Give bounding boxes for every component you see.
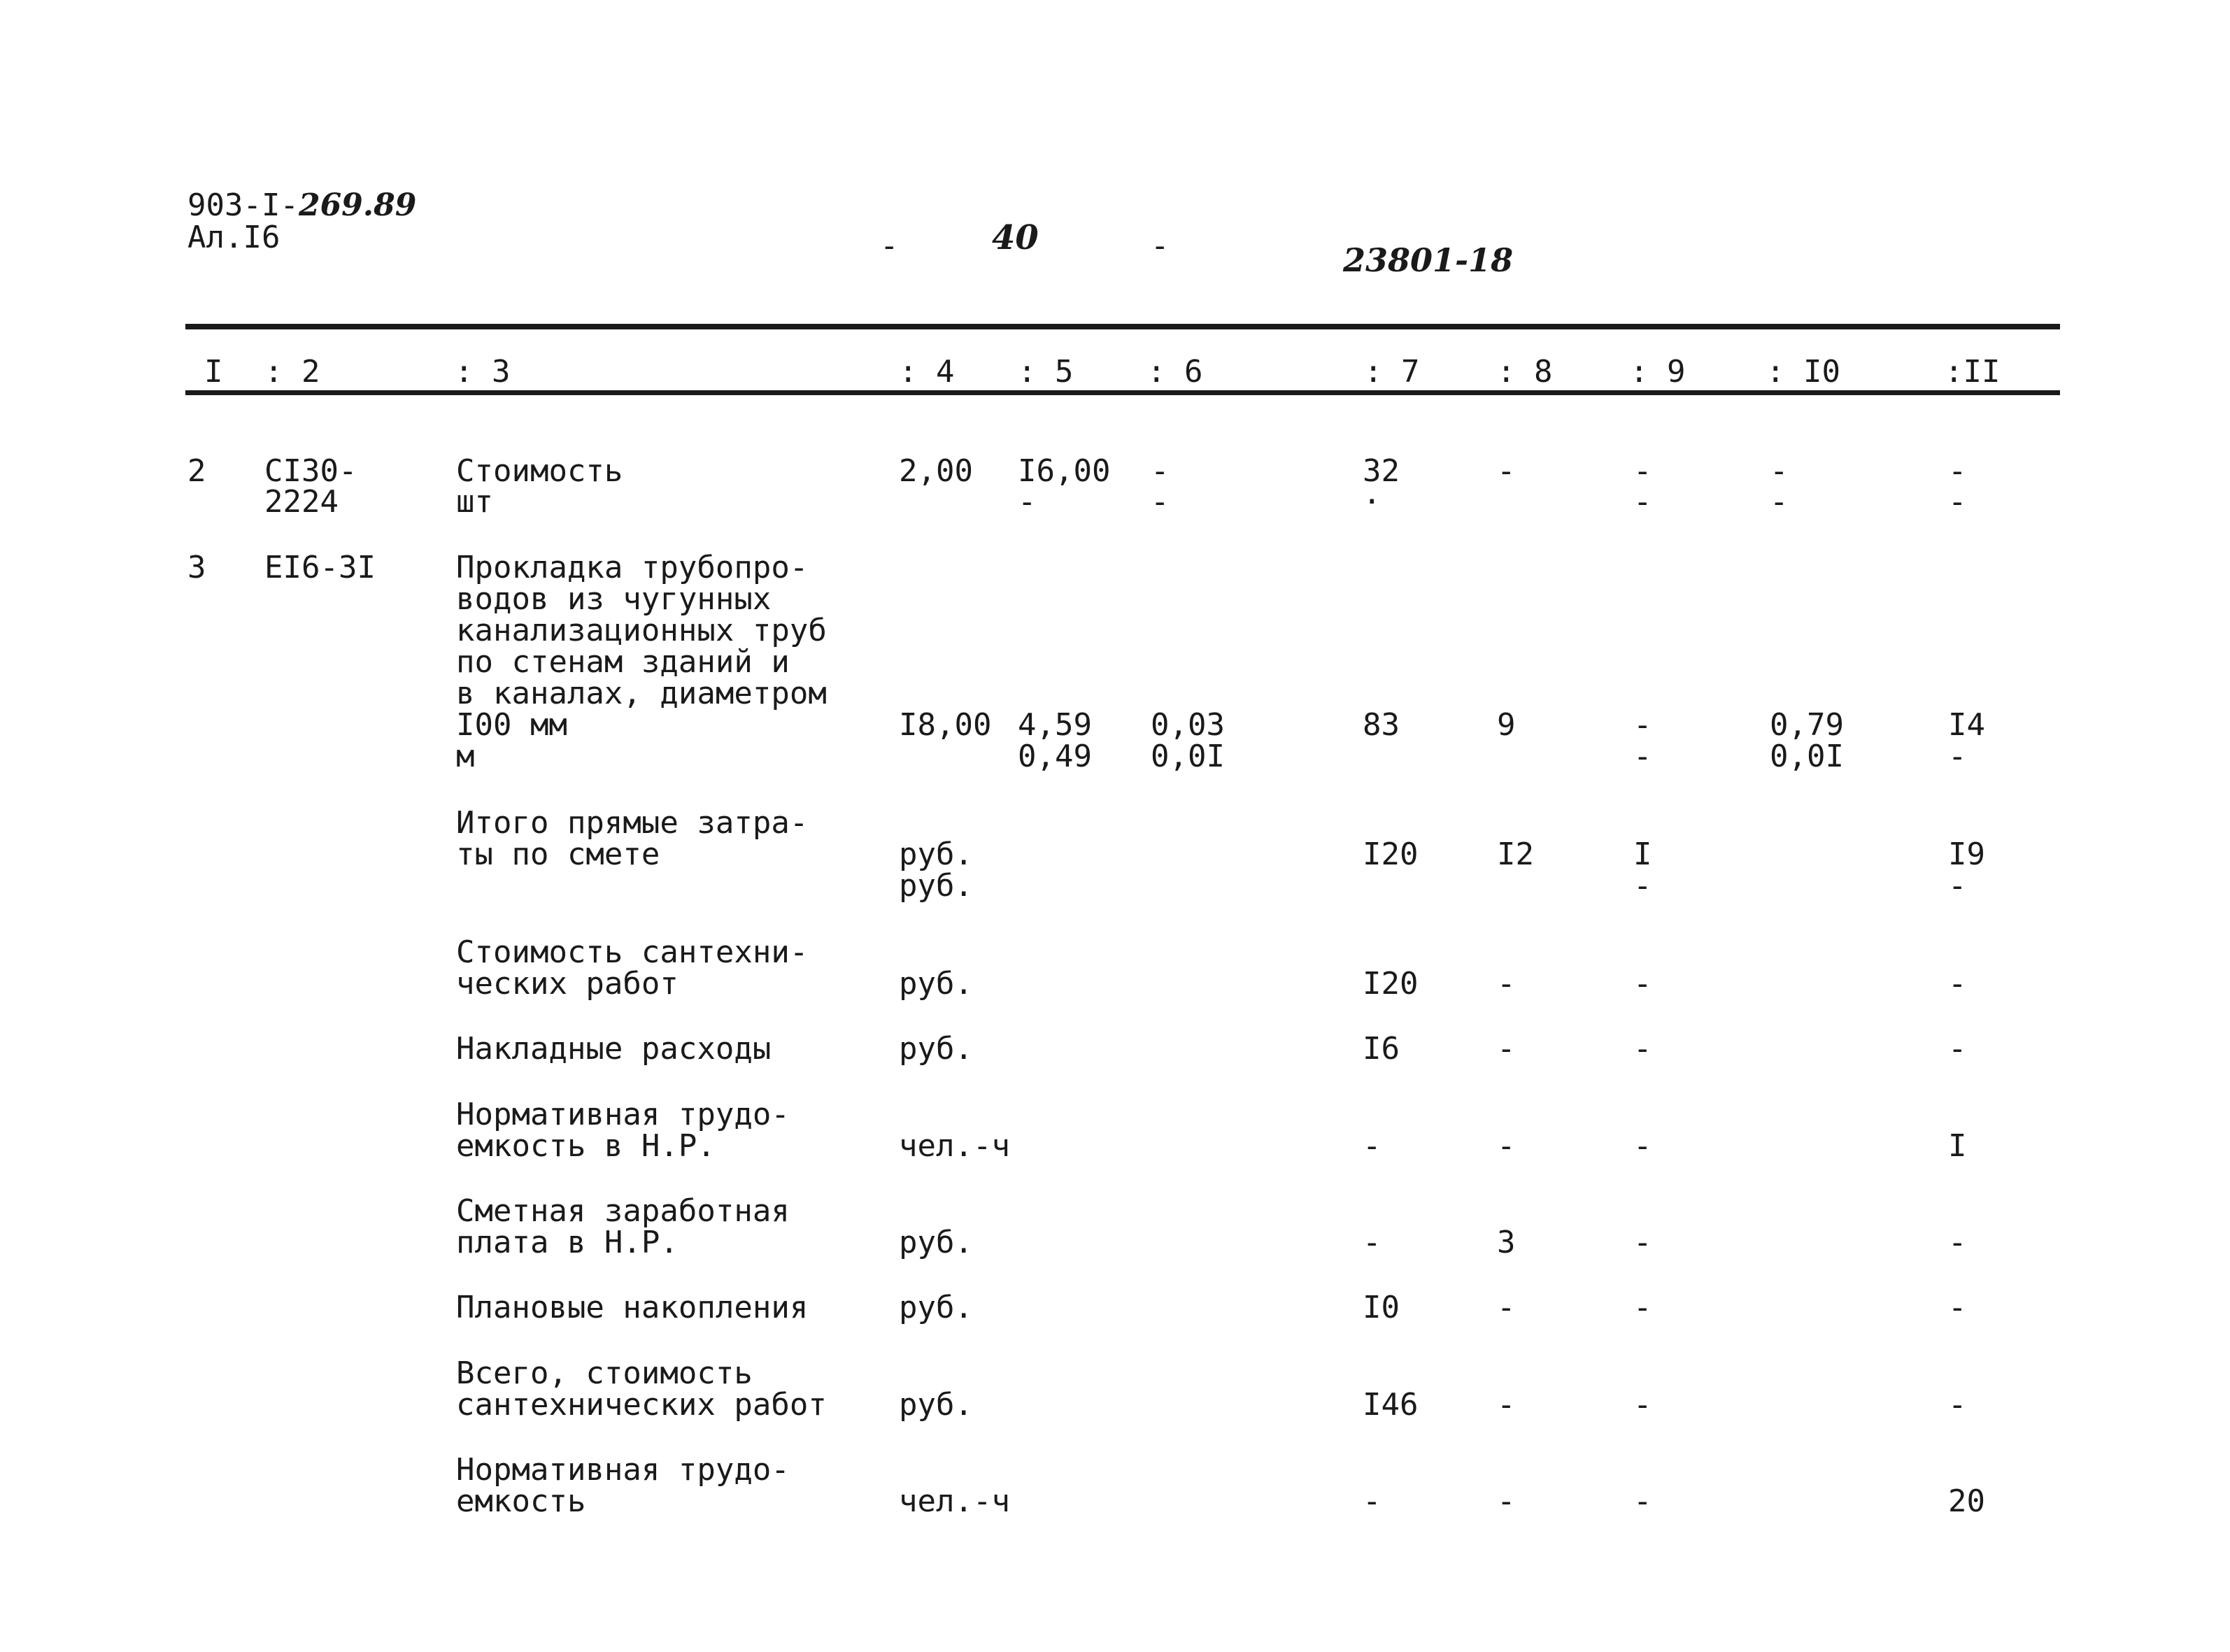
summary-description: Итого прямые затра-: [456, 805, 809, 841]
summary-description: сантехнических работ: [456, 1387, 827, 1423]
summary-labor-machines: -: [1948, 868, 1967, 904]
row-description: Прокладка трубопро-: [456, 550, 809, 585]
album-number: Ал.I6: [187, 220, 280, 255]
summary-wages: -: [1497, 1031, 1516, 1067]
inventory-stamp: 23801-18: [1343, 241, 1514, 279]
summary-unit: руб.: [899, 868, 973, 904]
summary-machines-wages: -: [1633, 868, 1652, 904]
row-description: канализационных труб: [456, 613, 827, 648]
column-header-9: : 9: [1630, 354, 1686, 390]
summary-labor: -: [1948, 1225, 1967, 1260]
row-labor-total-machines: -: [1948, 739, 1967, 774]
summary-description: Всего, стоимость: [456, 1355, 753, 1391]
column-header-2: : 2: [264, 354, 320, 390]
summary-description: Стоимость сантехни-: [456, 934, 809, 970]
summary-description: Сметная заработная: [456, 1193, 790, 1229]
row-labor-unit: 0,79: [1770, 707, 1844, 743]
summary-machines: -: [1633, 966, 1652, 1002]
summary-labor: I: [1948, 1128, 1967, 1164]
summary-description: емкость в Н.Р.: [456, 1128, 716, 1164]
summary-unit: руб.: [899, 1225, 973, 1260]
row-number: 2: [187, 453, 206, 489]
document-code-handwritten: 269.89: [298, 187, 417, 223]
summary-wages: 3: [1497, 1225, 1516, 1260]
summary-machines: -: [1633, 1225, 1652, 1260]
column-header-7: : 7: [1364, 354, 1420, 390]
summary-machines: -: [1633, 1290, 1652, 1325]
row-quantity: 2,00: [899, 453, 973, 489]
summary-wages: -: [1497, 1290, 1516, 1325]
row-labor-total: -: [1948, 453, 1967, 489]
summary-unit: руб.: [899, 966, 973, 1002]
summary-total-cost: I20: [1363, 966, 1419, 1002]
summary-description: Накладные расходы: [456, 1031, 772, 1067]
row-total-cost: 83: [1363, 707, 1400, 743]
summary-wages: -: [1497, 966, 1516, 1002]
summary-total-cost: -: [1363, 1483, 1382, 1519]
row-code: EI6-3I: [264, 550, 376, 585]
page-number-dash-right: -: [1151, 228, 1170, 264]
summary-labor: I9: [1948, 836, 1985, 872]
row-quantity: I8,00: [899, 707, 992, 743]
row-number: 3: [187, 550, 206, 585]
summary-machines: -: [1633, 1128, 1652, 1164]
summary-machines: -: [1633, 1387, 1652, 1423]
row-description: Стоимость: [456, 453, 623, 489]
row-unit-cost-wages: -: [1018, 484, 1037, 520]
row-unit-cost-wages: 0,49: [1018, 739, 1092, 774]
row-unit-cost: 4,59: [1018, 707, 1092, 743]
row-description: в каналах, диаметром: [456, 676, 827, 711]
summary-total-cost: -: [1363, 1128, 1382, 1164]
summary-wages: I2: [1497, 836, 1534, 872]
summary-labor: -: [1948, 1387, 1967, 1423]
summary-machines: I: [1633, 836, 1652, 872]
document-code: 903-I-269.89: [187, 187, 417, 223]
column-header-3: : 3: [455, 354, 511, 390]
column-header-5: : 5: [1018, 354, 1074, 390]
summary-wages: -: [1497, 1128, 1516, 1164]
row-labor-unit-machines: -: [1770, 484, 1789, 520]
row-labor-unit-machines: 0,0I: [1770, 739, 1844, 774]
summary-labor: -: [1948, 1290, 1967, 1325]
summary-description: ты по смете: [456, 836, 660, 872]
summary-description: ческих работ: [456, 966, 679, 1002]
summary-labor: -: [1948, 966, 1967, 1002]
row-machines: -: [1633, 707, 1652, 743]
summary-wages: -: [1497, 1387, 1516, 1423]
summary-unit: чел.-ч: [899, 1128, 1010, 1164]
summary-total-cost: I6: [1363, 1031, 1400, 1067]
column-header-6: : 6: [1147, 354, 1203, 390]
column-header-4: : 4: [899, 354, 955, 390]
summary-machines: -: [1633, 1031, 1652, 1067]
row-wages: 9: [1497, 707, 1516, 743]
row-unit-machines: 0,03: [1151, 707, 1225, 743]
row-machines-wages: -: [1633, 484, 1652, 520]
row-unit-machines: -: [1151, 453, 1170, 489]
summary-unit: чел.-ч: [899, 1483, 1010, 1519]
summary-wages: -: [1497, 1483, 1516, 1519]
row-total-cost-mark: ·: [1363, 484, 1382, 520]
summary-unit: руб.: [899, 1031, 973, 1067]
column-header-10: : I0: [1766, 354, 1840, 390]
summary-labor: 20: [1948, 1483, 1985, 1519]
row-description: I00 мм: [456, 707, 567, 743]
row-code: CI30-: [264, 453, 357, 489]
row-labor-unit: -: [1770, 453, 1789, 489]
row-unit: шт: [456, 484, 493, 520]
row-machines: -: [1633, 453, 1652, 489]
row-machines-wages: -: [1633, 739, 1652, 774]
row-labor-total: I4: [1948, 707, 1985, 743]
row-wages: -: [1497, 453, 1516, 489]
top-rule: [185, 324, 2060, 329]
summary-total-cost: I0: [1363, 1290, 1400, 1325]
summary-total-cost: I46: [1363, 1387, 1419, 1423]
row-code: 2224: [264, 484, 339, 520]
summary-machines: -: [1633, 1483, 1652, 1519]
row-unit: м: [456, 739, 475, 774]
column-header-1: I: [204, 354, 223, 390]
row-labor-total-machines: -: [1948, 484, 1967, 520]
page-number-dash-left: -: [880, 228, 899, 264]
page-number: 40: [992, 218, 1039, 257]
row-unit-machines-wages: -: [1151, 484, 1170, 520]
row-total-cost: 32: [1363, 453, 1400, 489]
row-description: по стенам зданий и: [456, 644, 790, 680]
summary-description: плата в Н.Р.: [456, 1225, 679, 1260]
summary-unit: руб.: [899, 1387, 973, 1423]
summary-unit: руб.: [899, 836, 973, 872]
summary-description: Нормативная трудо-: [456, 1452, 790, 1488]
summary-description: Плановые накопления: [456, 1290, 809, 1325]
row-unit-machines-wages: 0,0I: [1151, 739, 1225, 774]
summary-labor: -: [1948, 1031, 1967, 1067]
row-description: водов из чугунных: [456, 581, 772, 617]
summary-unit: руб.: [899, 1290, 973, 1325]
summary-description: емкость: [456, 1483, 586, 1519]
column-header-8: : 8: [1497, 354, 1553, 390]
column-header-11: :II: [1945, 354, 2001, 390]
summary-description: Нормативная трудо-: [456, 1097, 790, 1132]
header-rule: [185, 390, 2060, 395]
row-unit-cost: I6,00: [1018, 453, 1111, 489]
summary-total-cost: I20: [1363, 836, 1419, 872]
summary-total-cost: -: [1363, 1225, 1382, 1260]
